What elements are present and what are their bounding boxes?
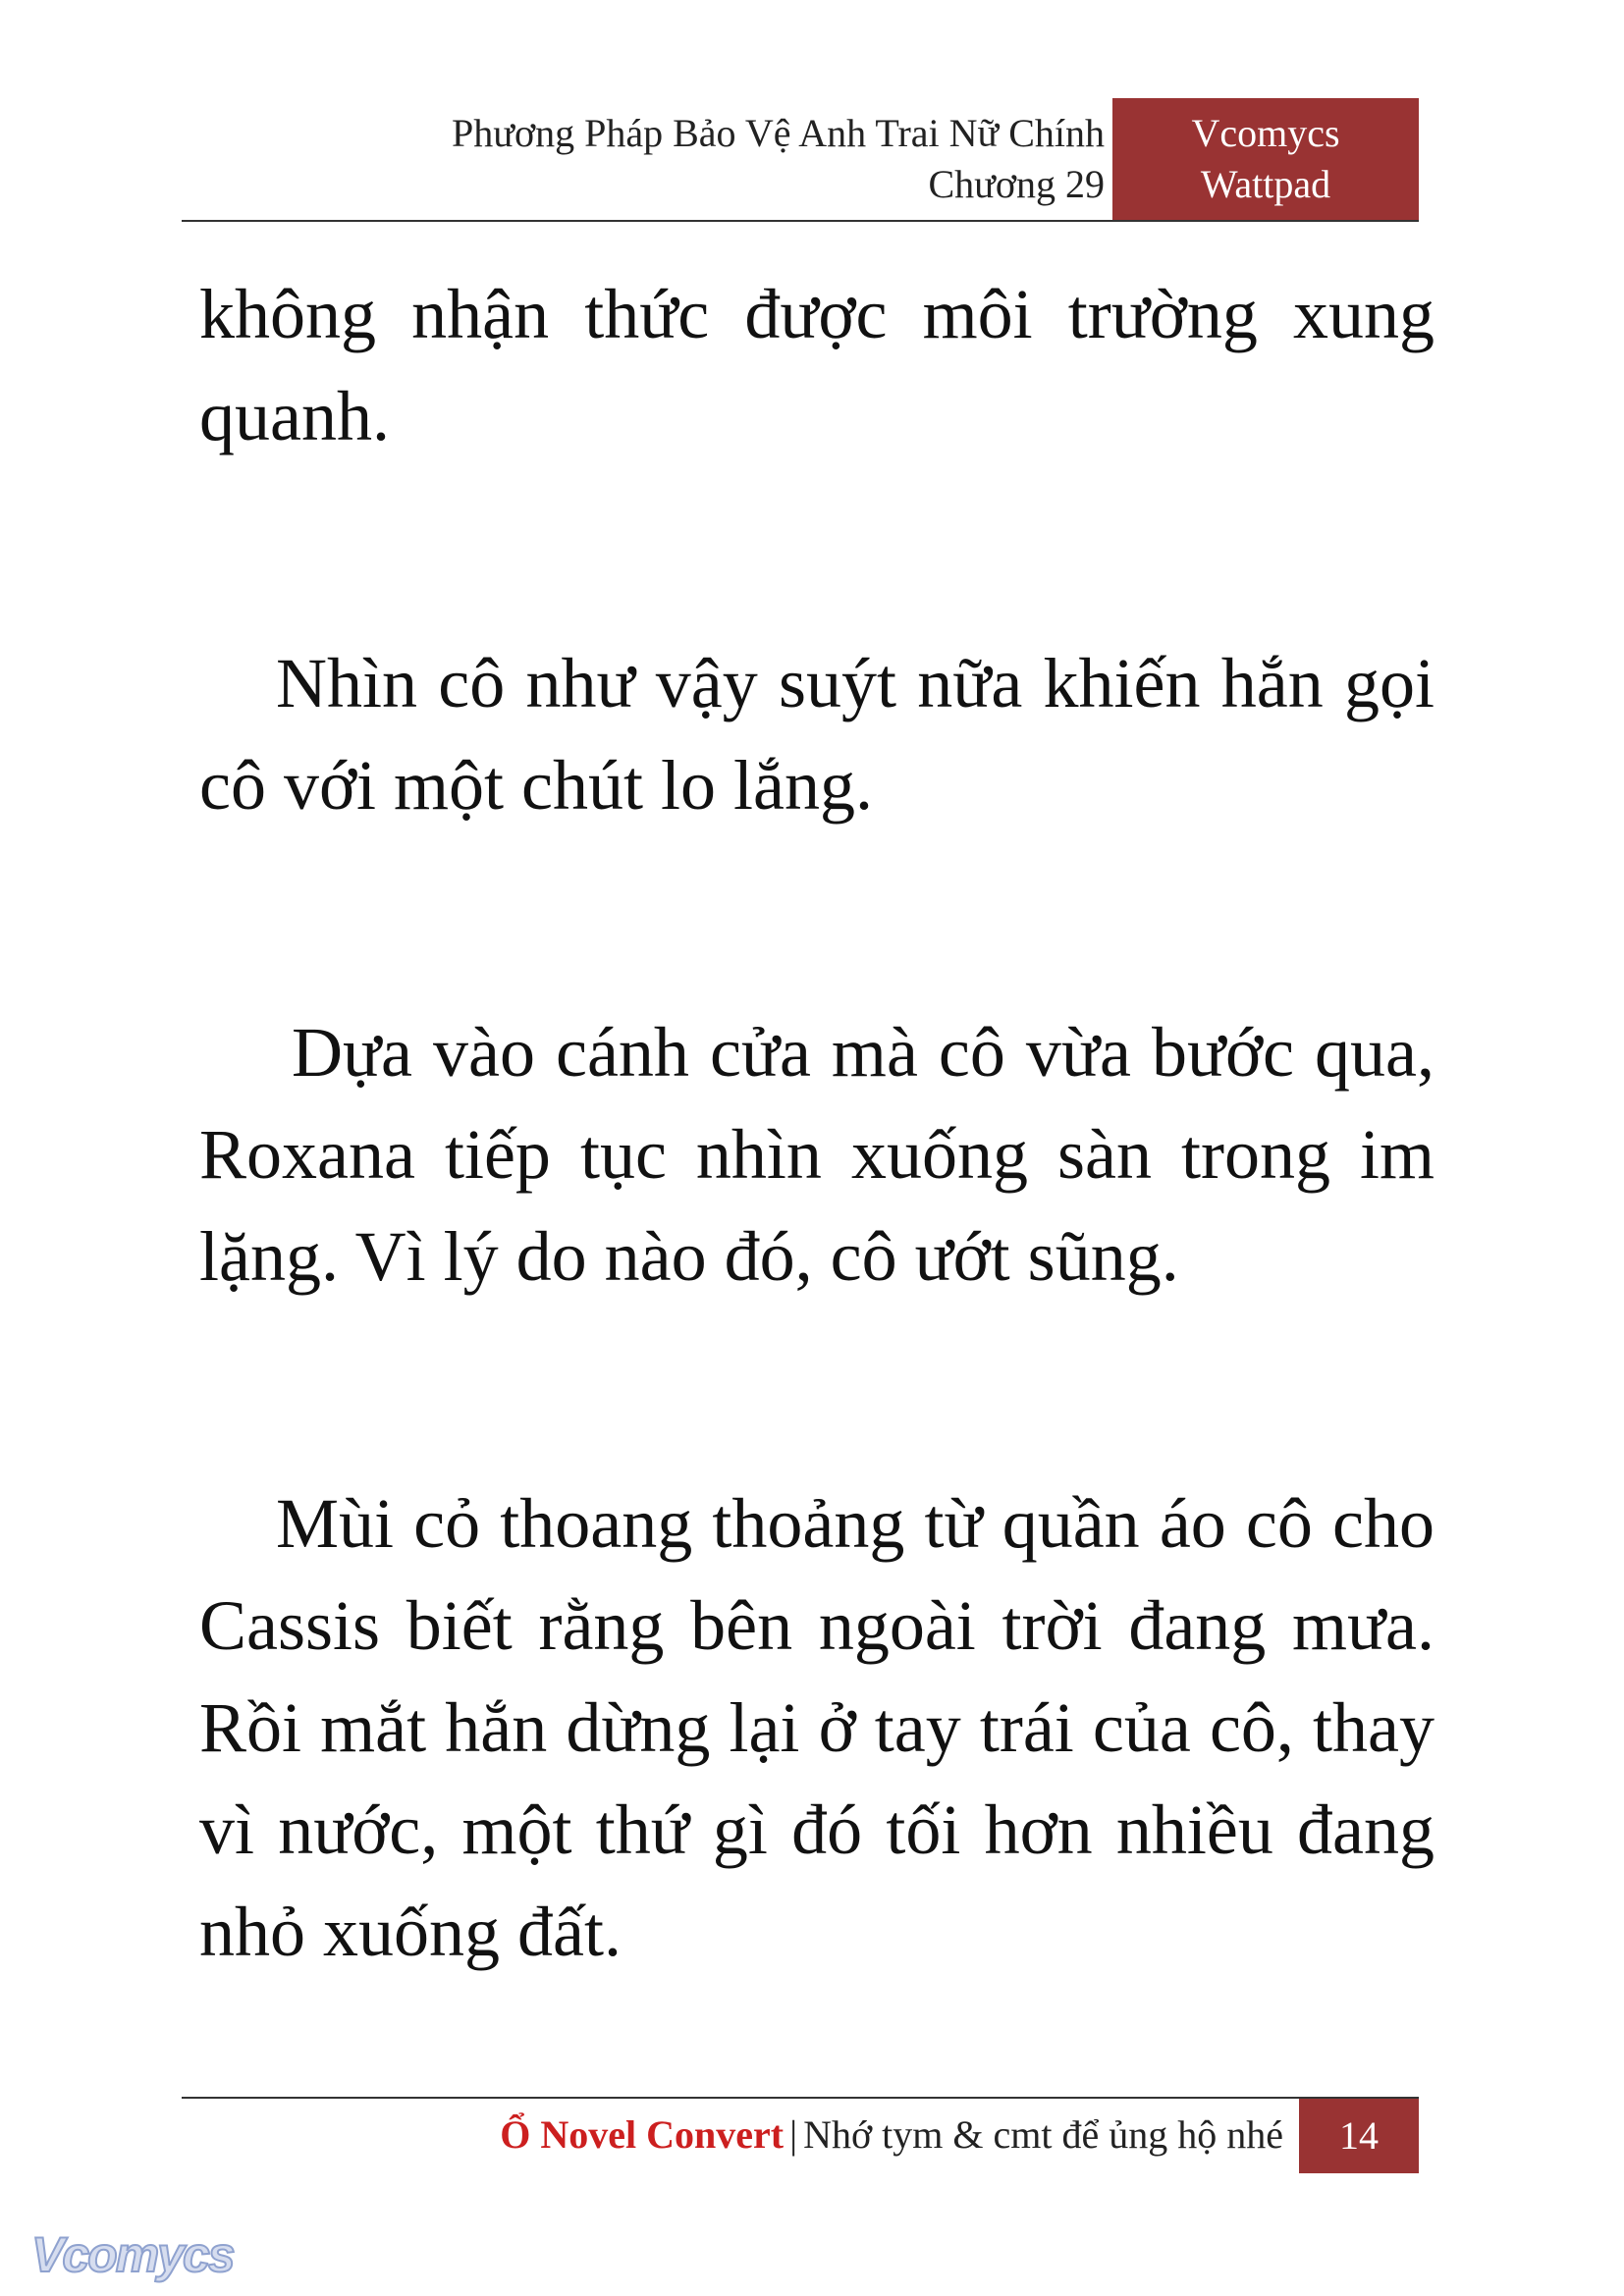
- page-header: [182, 98, 1419, 222]
- source-badge: [1112, 98, 1419, 220]
- page-number-badge: 14: [1299, 2099, 1419, 2173]
- footer-brand: Ổ Novel Convert: [500, 2112, 785, 2157]
- footer-message: Nhớ tym & cmt để ủng hộ nhé: [803, 2112, 1283, 2157]
- footer-text: [182, 2110, 1283, 2160]
- paragraph-1: không nhận thức được môi trường xung quanh.: [199, 275, 1435, 455]
- header-text: [182, 108, 1105, 210]
- source-badge-line1: Vcomycs: [1191, 111, 1340, 155]
- chapter-body: [199, 263, 1435, 1983]
- source-badge-line2: Wattpad: [1200, 162, 1331, 206]
- page-footer: [182, 2097, 1419, 2173]
- paragraph-4: Mùi cỏ thoang thoảng từ quần áo cô cho Cassis biết rằng bên ngoài trời đang mưa. Rồi mắt hắn dừng lại ở tay trái của cô, thay vì nước, một thứ gì đó tối hơn nhiều đang nhỏ xuống đất.: [199, 1484, 1435, 1971]
- vcomycs-watermark-logo: [27, 2220, 253, 2289]
- paragraph-3: Dựa vào cánh cửa mà cô vừa bước qua, Roxana tiếp tục nhìn xuống sàn trong im lặng. Vì lý do nào đó, cô ướt sũng.: [199, 1013, 1435, 1296]
- book-title: Phương Pháp Bảo Vệ Anh Trai Nữ Chính: [452, 111, 1105, 155]
- watermark-logo-text: Vcomycs: [31, 2227, 234, 2282]
- chapter-label: Chương 29: [928, 162, 1105, 206]
- paragraph-2: Nhìn cô như vậy suýt nữa khiến hắn gọi cô với một chút lo lắng.: [199, 644, 1435, 825]
- footer-separator: |: [789, 2112, 798, 2157]
